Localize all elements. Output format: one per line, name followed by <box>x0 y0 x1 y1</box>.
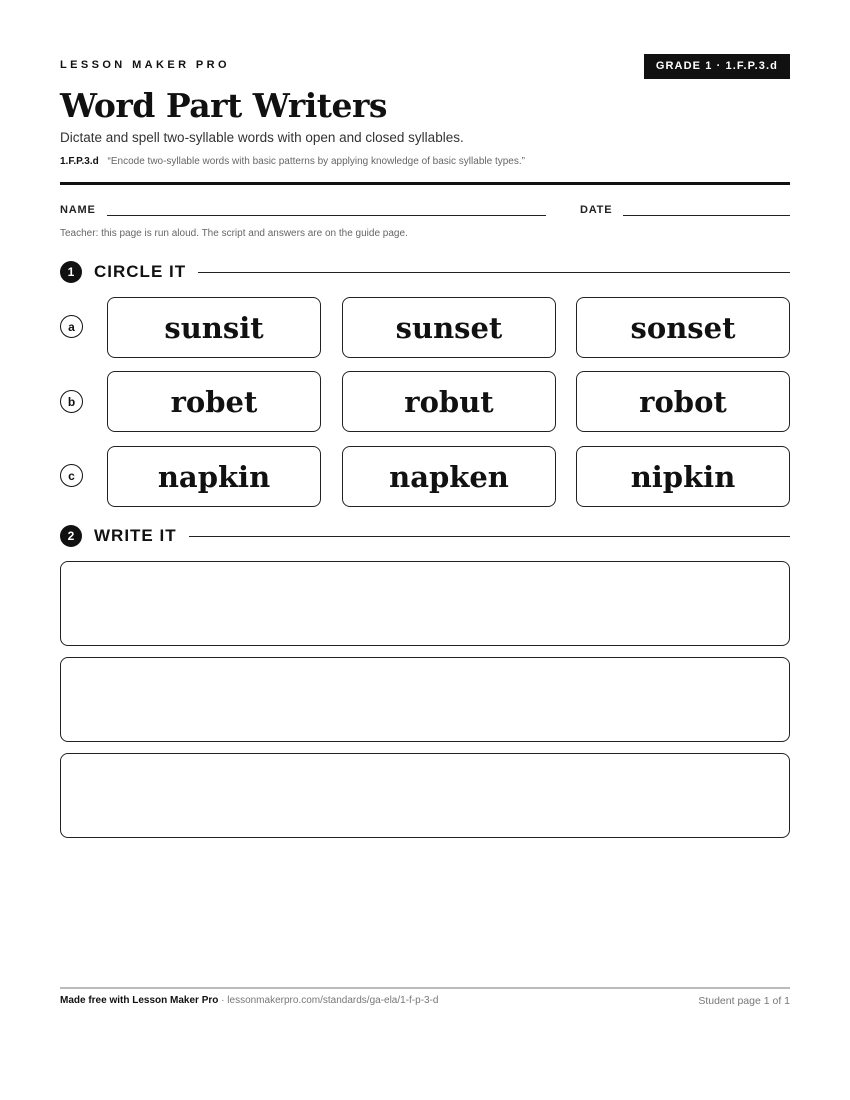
write-answer-box-1[interactable] <box>60 561 790 646</box>
section-number: 1 <box>60 261 82 283</box>
section-title: CIRCLE IT <box>94 262 187 281</box>
footer-credit <box>60 995 439 1006</box>
page-subtitle: Dictate and spell two-syllable words with open and closed syllables. <box>60 130 464 145</box>
standard-code: 1.F.P.3.d <box>60 156 99 167</box>
standard-line <box>60 156 525 167</box>
write-answer-box-2[interactable] <box>60 657 790 742</box>
word-choice[interactable]: nipkin <box>576 446 790 507</box>
date-field[interactable] <box>623 215 790 216</box>
teacher-note: Teacher: this page is run aloud. The script and answers are on the guide page. <box>60 228 408 239</box>
footer-page-number: Student page 1 of 1 <box>698 995 790 1007</box>
footer-url: · lessonmakerpro.com/standards/ga-ela/1-f-p-3-d <box>221 995 439 1006</box>
footer-made-with: Made free with Lesson Maker Pro <box>60 995 219 1006</box>
word-choice[interactable]: sunset <box>342 297 556 358</box>
row-letter-c: c <box>60 464 83 487</box>
word-choice[interactable]: sonset <box>576 297 790 358</box>
word-choice[interactable]: sunsit <box>107 297 321 358</box>
grade-badge: GRADE 1 · 1.F.P.3.d <box>644 54 790 79</box>
word-choice[interactable]: napken <box>342 446 556 507</box>
name-field[interactable] <box>107 215 546 216</box>
word-choice[interactable]: robet <box>107 371 321 432</box>
word-choice[interactable]: robut <box>342 371 556 432</box>
word-choice[interactable]: robot <box>576 371 790 432</box>
header-divider <box>60 182 790 185</box>
section-rule <box>189 536 790 537</box>
brand-name: LESSON MAKER PRO <box>60 59 230 71</box>
word-choice[interactable]: napkin <box>107 446 321 507</box>
section-rule <box>198 272 790 273</box>
section-title: WRITE IT <box>94 526 177 545</box>
section-circle-it <box>60 259 790 285</box>
section-number: 2 <box>60 525 82 547</box>
page-title: Word Part Writers <box>60 86 387 125</box>
standard-text: “Encode two-syllable words with basic patterns by applying knowledge of basic syllable types.” <box>107 156 525 167</box>
write-answer-box-3[interactable] <box>60 753 790 838</box>
name-label: NAME <box>60 204 96 216</box>
row-letter-b: b <box>60 390 83 413</box>
row-letter-a: a <box>60 315 83 338</box>
footer-divider <box>60 987 790 989</box>
section-write-it <box>60 523 790 549</box>
worksheet-page <box>60 0 790 1100</box>
date-label: DATE <box>580 204 613 216</box>
